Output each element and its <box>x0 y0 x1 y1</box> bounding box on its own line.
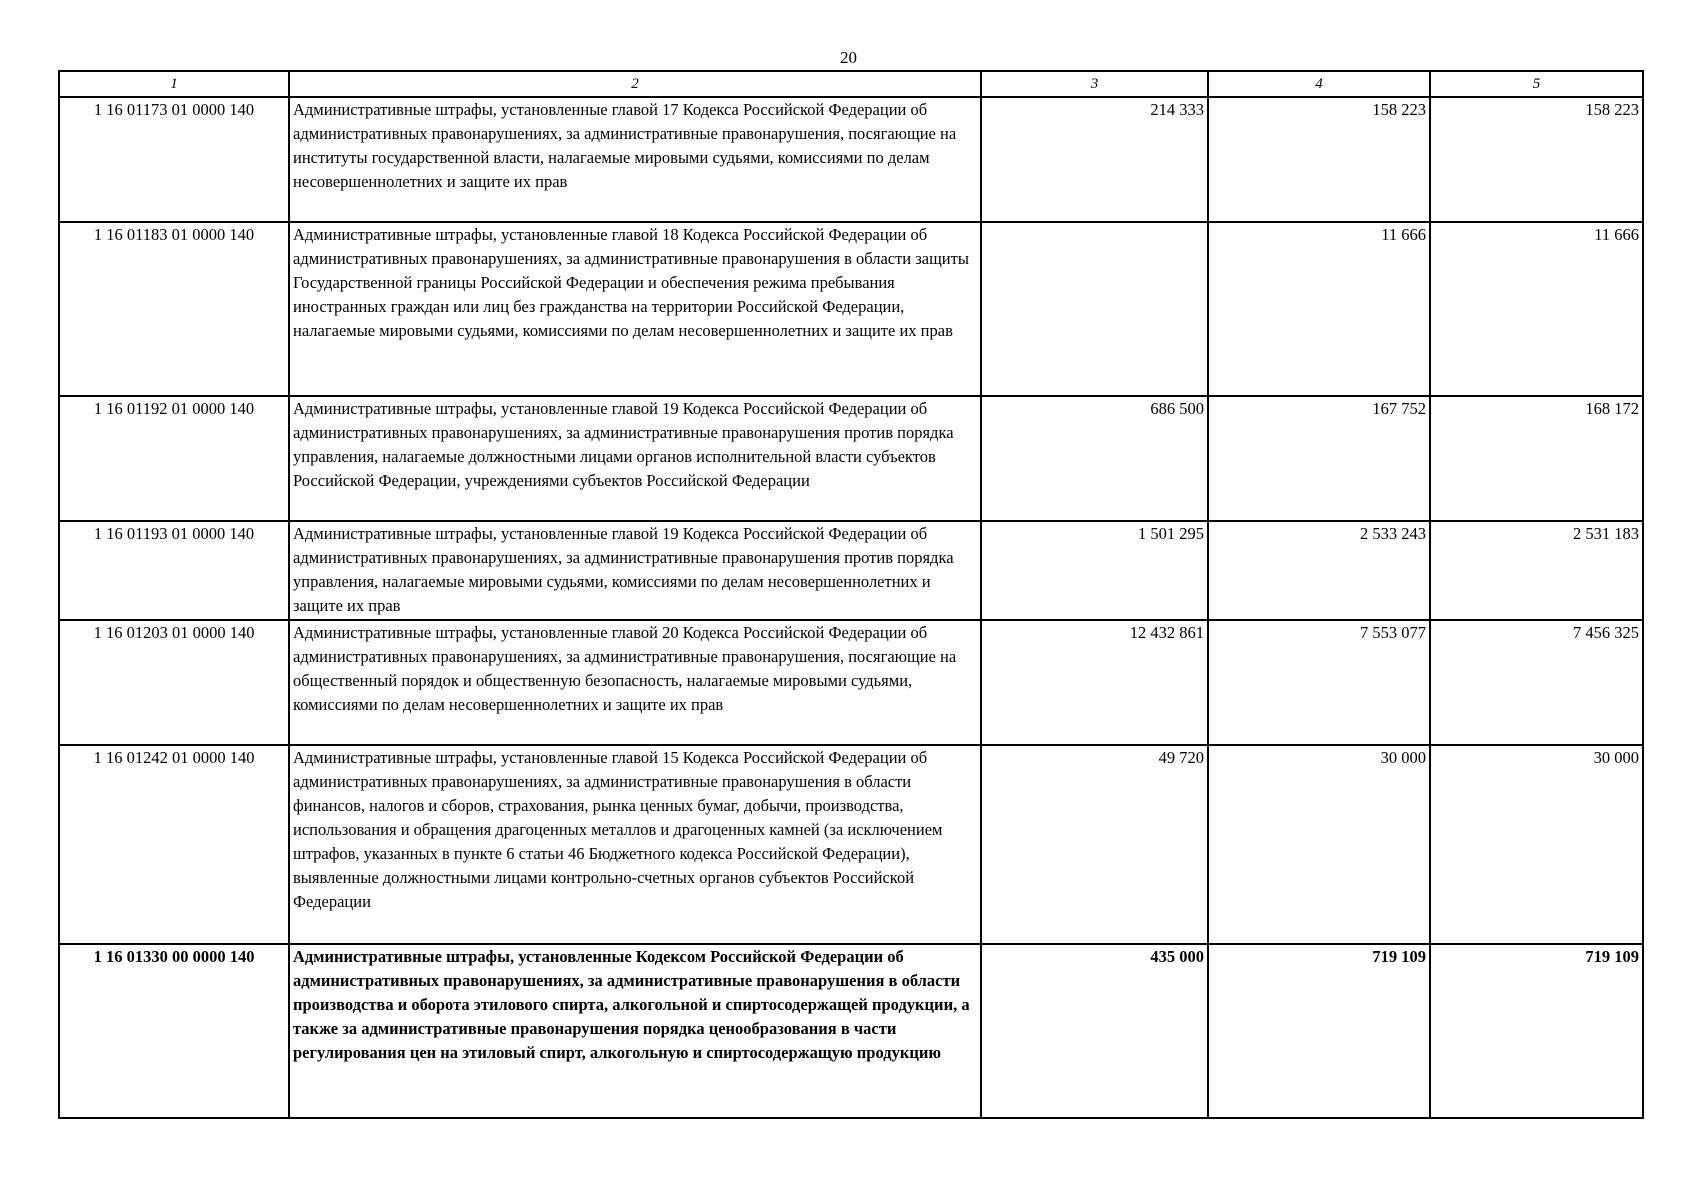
row-value-col4: 167 752 <box>1208 396 1430 521</box>
column-header-5: 5 <box>1430 71 1643 97</box>
row-value-col3: 686 500 <box>981 396 1208 521</box>
table-row <box>59 222 1643 396</box>
table-row <box>59 97 1643 222</box>
row-name: Административные штрафы, установленные главой 18 Кодекса Российской Федерации об административных правонарушениях, за административные правонарушения в области защиты Государственной границы Российской Федерации и обеспечения режима пребывания иностранных граждан или лиц без гражданства на территории Российской Федерации, налагаемые мировыми судьями, комиссиями по делам несовершеннолетних и защите их прав <box>289 222 981 396</box>
table-row <box>59 396 1643 521</box>
row-value-col5: 158 223 <box>1430 97 1643 222</box>
row-value-col3 <box>981 222 1208 396</box>
row-name: Административные штрафы, установленные главой 19 Кодекса Российской Федерации об административных правонарушениях, за административные правонарушения против порядка управления, налагаемые должностными лицами органов исполнительной власти субъектов Российской Федерации, учреждениями субъектов Российской Федерации <box>289 396 981 521</box>
column-header-2: 2 <box>289 71 981 97</box>
row-code: 1 16 01192 01 0000 140 <box>59 396 289 521</box>
row-value-col5: 11 666 <box>1430 222 1643 396</box>
row-value-col4: 30 000 <box>1208 745 1430 944</box>
row-code: 1 16 01173 01 0000 140 <box>59 97 289 222</box>
column-header-4: 4 <box>1208 71 1430 97</box>
row-code: 1 16 01242 01 0000 140 <box>59 745 289 944</box>
row-code: 1 16 01203 01 0000 140 <box>59 620 289 745</box>
row-code: 1 16 01193 01 0000 140 <box>59 521 289 620</box>
row-value-col4: 2 533 243 <box>1208 521 1430 620</box>
row-value-col3: 49 720 <box>981 745 1208 944</box>
row-name: Административные штрафы, установленные главой 17 Кодекса Российской Федерации об административных правонарушениях, за административные правонарушения, посягающие на институты государственной власти, налагаемые мировыми судьями, комиссиями по делам несовершеннолетних и защите их прав <box>289 97 981 222</box>
row-value-col4: 158 223 <box>1208 97 1430 222</box>
row-value-col4: 11 666 <box>1208 222 1430 396</box>
row-value-col3: 435 000 <box>981 944 1208 1118</box>
row-value-col5: 7 456 325 <box>1430 620 1643 745</box>
row-value-col5: 719 109 <box>1430 944 1643 1118</box>
table-row <box>59 620 1643 745</box>
budget-table <box>58 70 1644 1119</box>
row-name: Административные штрафы, установленные главой 15 Кодекса Российской Федерации об административных правонарушениях, за административные правонарушения в области финансов, налогов и сборов, страхования, рынка ценных бумаг, добычи, производства, использования и обращения драгоценных металлов и драгоценных камней (за исключением штрафов, указанных в пункте 6 статьи 46 Бюджетного кодекса Российской Федерации), выявленные должностными лицами контрольно-счетных органов субъектов Российской Федерации <box>289 745 981 944</box>
table-row <box>59 745 1643 944</box>
row-code: 1 16 01330 00 0000 140 <box>59 944 289 1118</box>
row-value-col4: 719 109 <box>1208 944 1430 1118</box>
row-value-col4: 7 553 077 <box>1208 620 1430 745</box>
column-header-3: 3 <box>981 71 1208 97</box>
header-row <box>59 71 1643 97</box>
page-number: 20 <box>840 48 857 67</box>
row-name: Административные штрафы, установленные главой 20 Кодекса Российской Федерации об административных правонарушениях, за административные правонарушения, посягающие на общественный порядок и общественную безопасность, налагаемые мировыми судьями, комиссиями по делам несовершеннолетних и защите их прав <box>289 620 981 745</box>
row-value-col5: 168 172 <box>1430 396 1643 521</box>
row-code: 1 16 01183 01 0000 140 <box>59 222 289 396</box>
table-row-total <box>59 944 1643 1118</box>
row-value-col3: 12 432 861 <box>981 620 1208 745</box>
column-header-1: 1 <box>59 71 289 97</box>
table-row <box>59 521 1643 620</box>
row-value-col5: 30 000 <box>1430 745 1643 944</box>
row-value-col3: 214 333 <box>981 97 1208 222</box>
row-value-col3: 1 501 295 <box>981 521 1208 620</box>
row-name: Административные штрафы, установленные Кодексом Российской Федерации об административных правонарушениях, за административные правонарушения в области производства и оборота этилового спирта, алкогольной и спиртосодержащей продукции, а также за административные правонарушения порядка ценообразования в части регулирования цен на этиловый спирт, алкогольную и спиртосодержащую продукцию <box>289 944 981 1118</box>
row-value-col5: 2 531 183 <box>1430 521 1643 620</box>
row-name: Административные штрафы, установленные главой 19 Кодекса Российской Федерации об административных правонарушениях, за административные правонарушения против порядка управления, налагаемые мировыми судьями, комиссиями по делам несовершеннолетних и защите их прав <box>289 521 981 620</box>
